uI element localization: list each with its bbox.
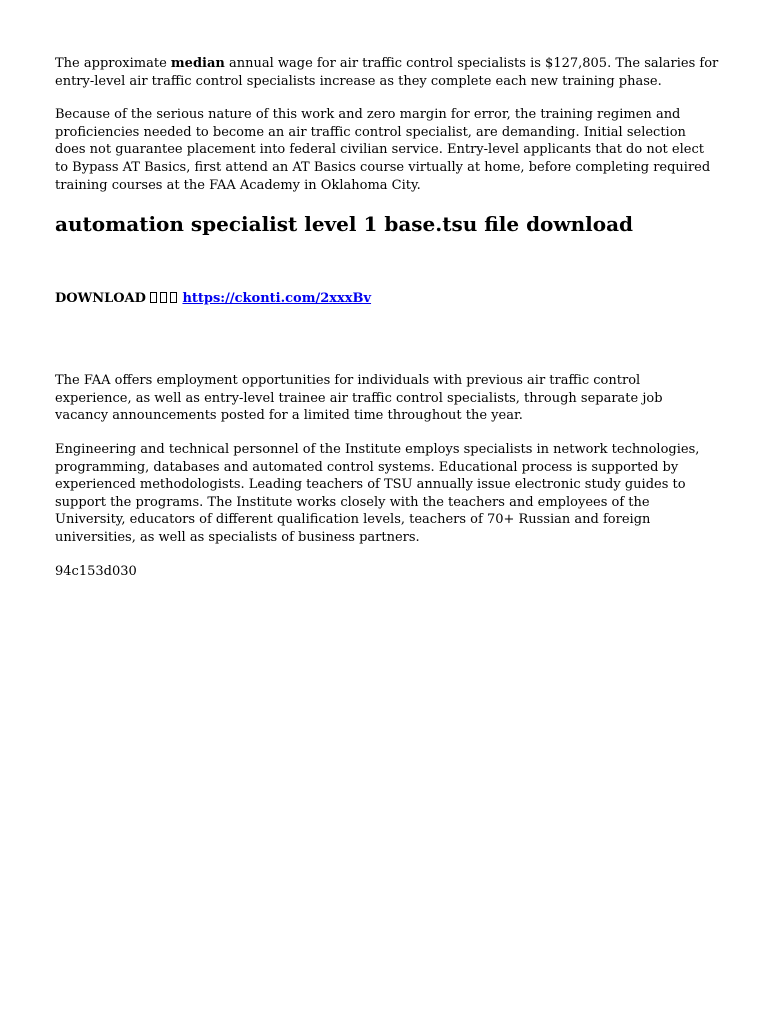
paragraph-wage	[55, 55, 719, 90]
download-label: DOWNLOAD	[55, 291, 146, 307]
placeholder-glyphs	[150, 291, 180, 306]
paragraph-faa: The FAA offers employment opportunities for individuals with previous air traffic control experience, as well as entry-level trainee air traffic control specialists, through separate job vacancy announcements posted for a limited time throughout the year.	[55, 373, 663, 424]
page-title: automation specialist level 1 base.tsu file download	[55, 212, 634, 237]
paragraph-training: Because of the serious nature of this work and zero margin for error, the training regimen and proficiencies needed to become an air traffic control specialist, are demanding. Initial selection does not guarantee placement into federal civilian service. Entry-level applicants that do not elect to Bypass AT Basics, first attend an AT Basics course virtually at home, before completing required training courses at the FAA Academy in Oklahoma City.	[55, 107, 711, 193]
wage-text-before: The approximate	[55, 56, 171, 71]
document-code: 94c153d030	[55, 563, 137, 579]
paragraph-institute: Engineering and technical personnel of the Institute employs specialists in network technologies, programming, databases and automated control systems. Educational process is supported by experienced methodologists. Leading teachers of TSU annually issue electronic study guides to support the programs. The Institute works closely with the teachers and employees of the University, educators of different qualification levels, teachers of 70+ Russian and foreign universities, as well as specialists of business partners.	[55, 441, 700, 545]
download-link[interactable]: https://ckonti.com/2xxxBv	[182, 291, 372, 307]
wage-text-bold: median	[170, 56, 225, 71]
wage-text-after: annual wage for air traffic control specialists is $127,805. The salaries for entry-level air traffic control specialists increase as they complete each new training phase.	[55, 56, 719, 89]
missing-glyph-icon	[150, 292, 157, 303]
download-line	[55, 290, 719, 308]
document-page	[55, 55, 719, 581]
spacer	[55, 308, 719, 372]
missing-glyph-icon	[170, 292, 177, 303]
missing-glyph-icon	[160, 292, 167, 303]
